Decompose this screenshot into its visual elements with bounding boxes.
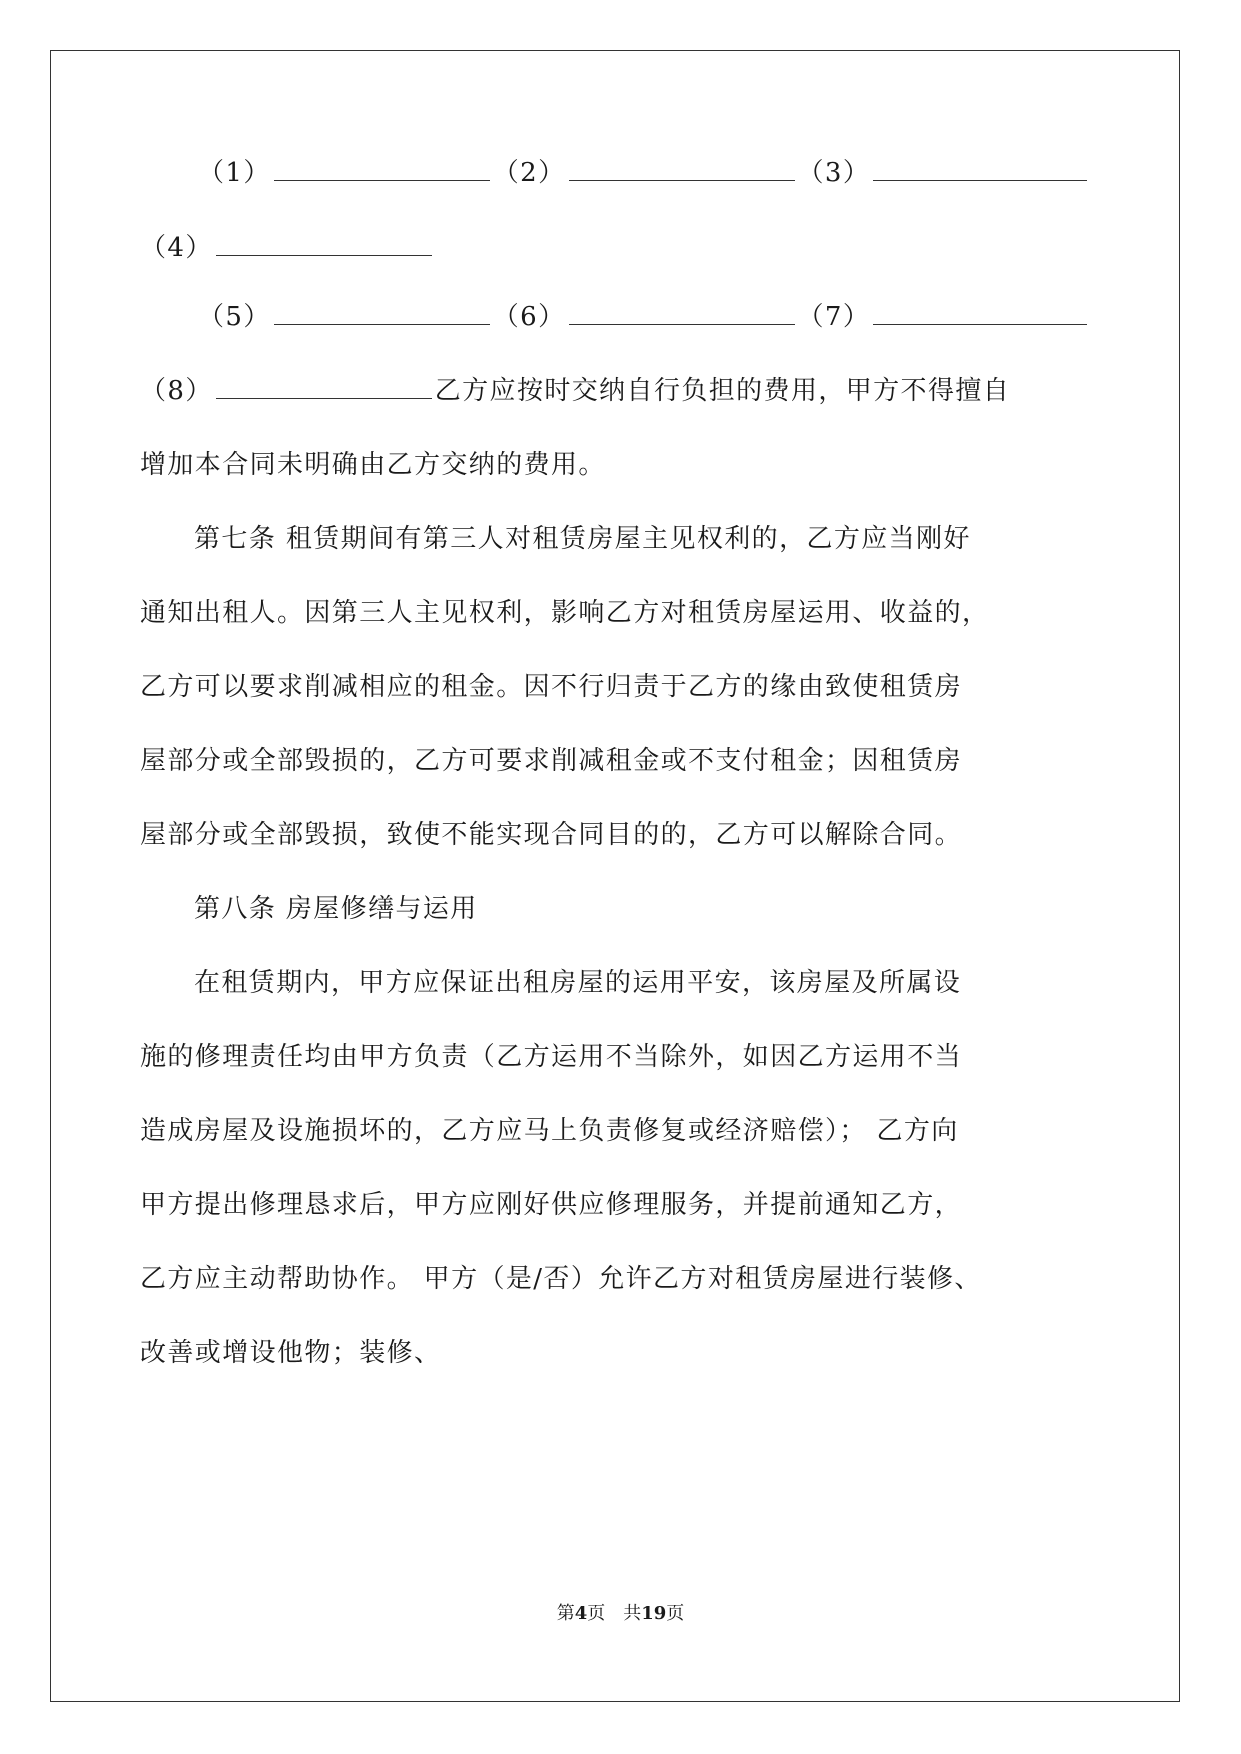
fee-item-7-label: （7）: [797, 302, 871, 332]
fee-items-row-4: [140, 371, 1010, 411]
fee-item-8-blank[interactable]: [216, 376, 432, 399]
article8-heading: 第八条 房屋修缮与运用: [194, 894, 478, 924]
fee-item-3-blank[interactable]: [873, 158, 1087, 181]
article7-line-1: 第七条 租赁期间有第三人对租赁房屋主见权利的，乙方应当刚好: [194, 524, 971, 554]
article8-line-6: 改善或增设他物；装修、: [140, 1338, 442, 1368]
page-footer: [0, 1602, 1241, 1626]
article8-line-3: 造成房屋及设施损坏的，乙方应马上负责修复或经济赔偿）； 乙方向: [140, 1116, 959, 1146]
fee-payment-text: 乙方应按时交纳自行负担的费用，甲方不得擅自: [434, 376, 1011, 406]
footer-total-pages: 19: [641, 1603, 667, 1624]
fee-item-5-blank[interactable]: [274, 302, 490, 325]
article7-line-4: 屋部分或全部毁损的，乙方可要求削减租金或不支付租金；因租赁房: [140, 746, 963, 776]
article8-line-5: 乙方应主动帮助协作。 甲方（是/否）允许乙方对租赁房屋进行装修、: [140, 1264, 982, 1294]
footer-current-page: 4: [574, 1603, 588, 1624]
footer-prefix: 第: [556, 1603, 575, 1624]
fee-item-7-blank[interactable]: [873, 302, 1087, 325]
footer-middle: 页 共: [587, 1603, 642, 1624]
fee-paragraph-continuation: 增加本合同未明确由乙方交纳的费用。: [140, 450, 606, 480]
footer-suffix: 页: [666, 1603, 685, 1624]
fee-item-6-label: （6）: [492, 302, 566, 332]
article8-line-1: 在租赁期内，甲方应保证出租房屋的运用平安，该房屋及所属设: [194, 968, 962, 998]
fee-items-row-3: [198, 297, 1090, 337]
article8-line-4: 甲方提出修理恳求后，甲方应刚好供应修理服务，并提前通知乙方，: [140, 1190, 963, 1220]
article8-line-2: 施的修理责任均由甲方负责（乙方运用不当除外，如因乙方运用不当: [140, 1042, 963, 1072]
fee-item-1-label: （1）: [198, 158, 271, 188]
fee-item-4-label: （4）: [140, 233, 213, 263]
article7-line-2: 通知出租人。因第三人主见权利，影响乙方对租赁房屋运用、收益的，: [140, 598, 990, 628]
fee-item-6-blank[interactable]: [569, 302, 795, 325]
fee-item-2-blank[interactable]: [569, 158, 795, 181]
fee-item-5-label: （5）: [198, 302, 271, 332]
fee-item-1-blank[interactable]: [274, 158, 490, 181]
fee-item-8-label: （8）: [140, 376, 213, 406]
fee-item-4-blank[interactable]: [216, 233, 432, 256]
article7-line-3: 乙方可以要求削减相应的租金。因不行归责于乙方的缘由致使租赁房: [140, 672, 963, 702]
fee-items-row-1: [198, 153, 1090, 193]
fee-items-row-2: [140, 228, 435, 268]
fee-item-2-label: （2）: [492, 158, 566, 188]
article7-line-5: 屋部分或全部毁损，致使不能实现合同目的的，乙方可以解除合同。: [140, 820, 963, 850]
fee-item-3-label: （3）: [797, 158, 871, 188]
